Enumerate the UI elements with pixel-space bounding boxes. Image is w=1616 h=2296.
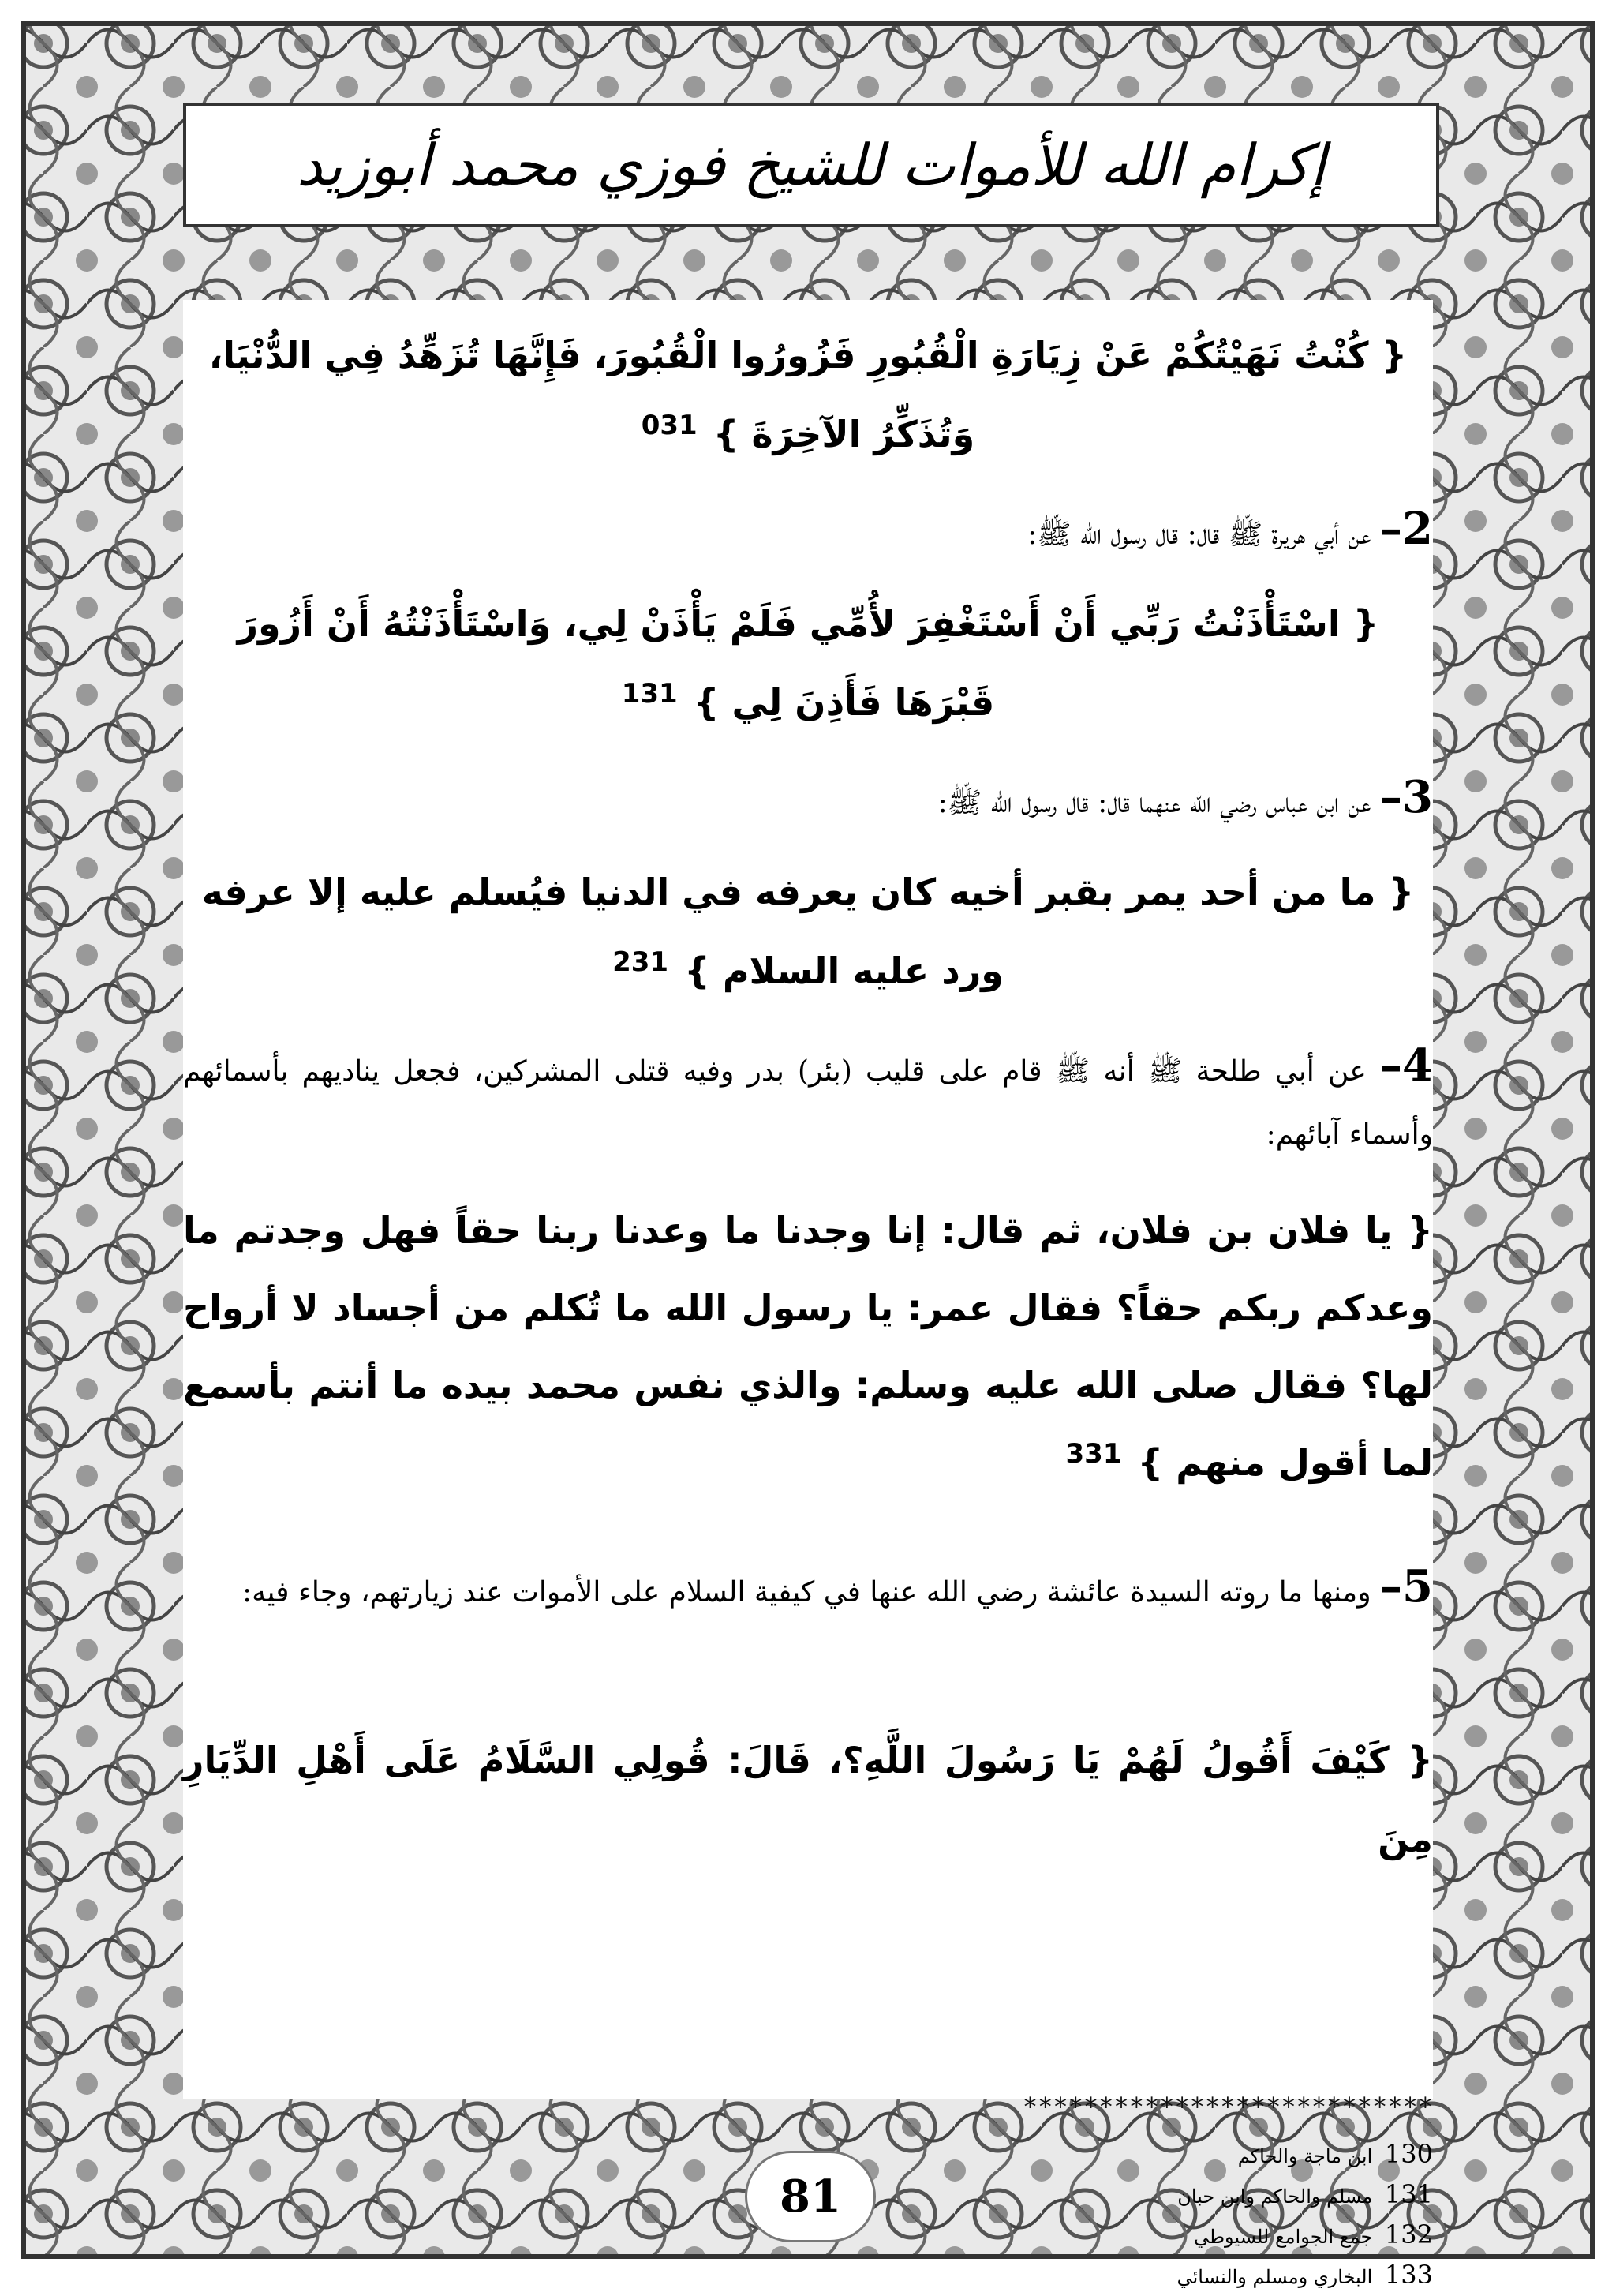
footnote-ref: 331 — [1065, 1437, 1122, 1470]
footnotes — [802, 2135, 1433, 2296]
footnote-ref: 031 — [641, 409, 698, 441]
narration-intro-3: 3– عن ابن عباس رضي الله عنهما قال: قال رسول الله ﷺ: — [937, 771, 1433, 823]
footnote-item: 130 ابن ماجة والحاكم — [1237, 2139, 1433, 2169]
footnote-ref: 231 — [612, 946, 669, 978]
hadith-quote-3: { ما من أحد يمر بقبر أخيه كان يعرفه في الدنيا فيُسلم عليه إلا عرفه ورد عليه السلام }$^{231}$ — [201, 871, 1415, 992]
footnote-ref: 131 — [621, 677, 678, 710]
narration-intro-5: 5– ومنها ما روته السيدة عائشة رضي الله عنها في كيفية السلام على الأموات عند زيارتهم، وجاء فيه: — [242, 1560, 1433, 1612]
footnote-item: 133 البخاري ومسلم والنسائي — [1176, 2260, 1433, 2290]
footnote-item: 132 جمع الجوامع للسيوطي — [1193, 2219, 1433, 2249]
footnote-separator: *************************** — [1022, 2092, 1433, 2122]
hadith-quote-1: { كُنْتُ نَهَيْتُكُمْ عَنْ زِيَارَةِ الْقُبُورِ فَزُورُوا الْقُبُورَ، فَإِنَّهَا تُزَهِّدُ فِي الدُّنْيَا، وَتُذَكِّرُ الآخِرَةَ }$^{031}$ — [208, 334, 1408, 455]
header-title-box — [183, 103, 1439, 227]
page-title: إكرام الله للأموات للشيخ فوزي محمد أبوزيد — [297, 132, 1326, 198]
hadith-quote-2: { اسْتَأْذَنْتُ رَبِّي أَنْ أَسْتَغْفِرَ لأُمِّي فَلَمْ يَأْذَنْ لِي، وَاسْتَأْذَنْتُهُ أَنْ أَزُورَ قَبْرَهَا فَأَذِنَ لِي }$^{131}$ — [237, 602, 1379, 724]
footnote-item: 131 مسلم والحاكم وابن حبان — [1177, 2179, 1433, 2209]
page-number: 81 — [745, 2151, 876, 2242]
narration-intro-4: 4– عن أبي طلحة ﷺ أنه ﷺ قام على قليب (بئر) بدر وفيه قتلى المشركين، فجعل يناديهم بأسمائهم وأسماء آبائهم: — [183, 1039, 1433, 1151]
hadith-quote-4: { يا فلان بن فلان، ثم قال: إنا وجدنا ما وعدنا ربنا حقاً فهل وجدتم ما وعدكم ربكم حقاً؟ فقال عمر: يا رسول الله ما تُكلم من أجساد لا أرواح لها؟ فقال صلى الله عليه وسلم: والذي نفس محمد بيده ما أنتم بأسمع لما أقول منهم }$^{331}$ — [183, 1209, 1433, 1484]
narration-intro-2: 2– عن أبي هريرة ﷺ قال: قال رسول الله ﷺ: — [1027, 503, 1433, 555]
hadith-quote-5: { كَيْفَ أَقُولُ لَهُمْ يَا رَسُولَ اللَّهِ؟، قَالَ: قُولِي السَّلَامُ عَلَى أَهْلِ الدِّيَارِ مِنَ — [183, 1739, 1433, 1860]
